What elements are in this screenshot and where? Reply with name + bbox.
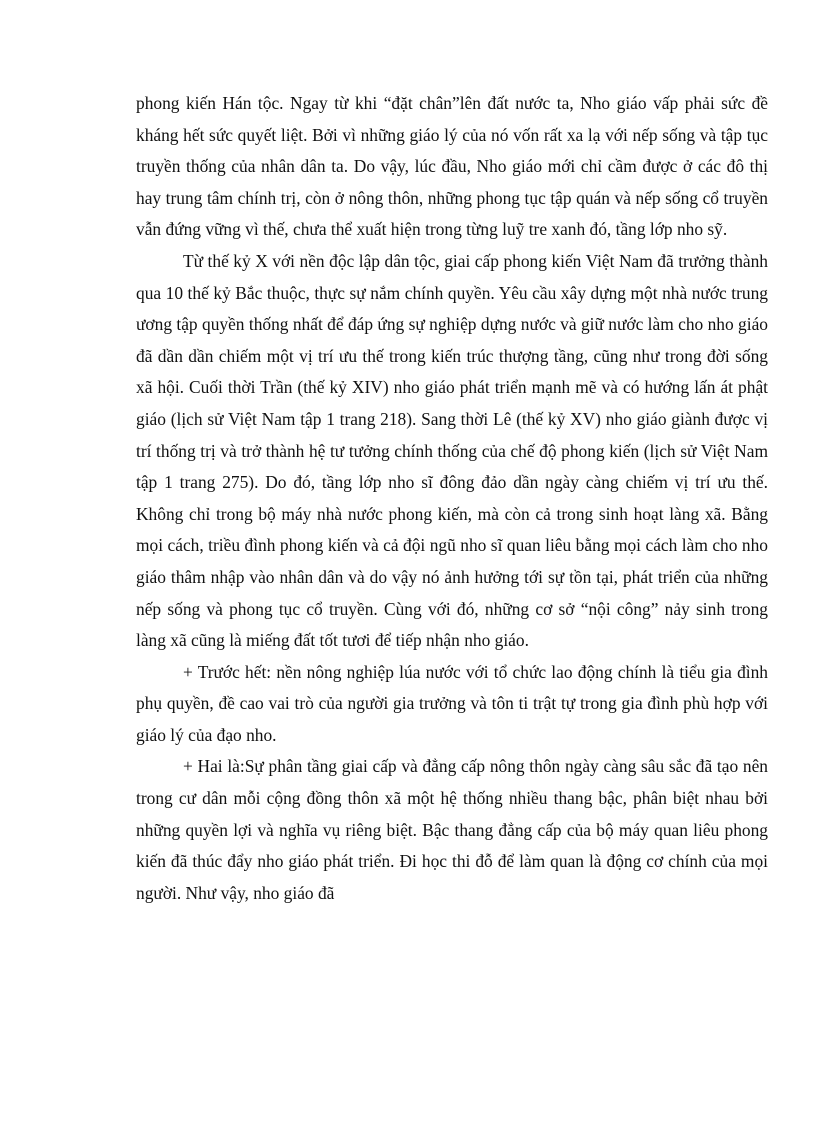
paragraph-3: + Trước hết: nền nông nghiệp lúa nước với tổ chức lao động chính là tiểu gia đình phụ quyền, đề cao vai trò của người gia trưởng và tôn ti trật tự trong gia đình phù hợp với giáo lý của đạo nho. <box>136 661 768 745</box>
paragraph-2: Từ thế kỷ X với nền độc lập dân tộc, giai cấp phong kiến Việt Nam đã trưởng thành qua 10 thế kỷ Bắc thuộc, thực sự nắm chính quyền. Yêu cầu xây dựng một nhà nước trung ương tập quyền thống nhất để đáp ứng sự nghiệp dựng nước và giữ nước làm cho nho giáo đã dần dần chiếm một vị trí ưu thế trong kiến trúc thượng tầng, cũng như trong đời sống xã hội. Cuối thời Trần (thế kỷ XIV) nho giáo phát triển mạnh mẽ và có hướng lấn át phật giáo (lịch sử Việt Nam tập 1 trang 218). Sang thời Lê (thế kỷ XV) nho giáo giành được vị trí thống trị và trở thành hệ tư tưởng chính thống của chế độ phong kiến (lịch sử Việt Nam tập 1 trang 275). Do đó, tầng lớp nho sĩ đông đảo dần ngày càng chiếm vị trí ưu thế. Không chỉ trong bộ máy nhà nước phong kiến, mà còn cả trong sinh hoạt làng xã. Bằng mọi cách, triều đình phong kiến và cả đội ngũ nho sĩ quan liêu bằng mọi cách làm cho nho giáo thâm nhập vào nhân dân và do vậy nó ảnh hưởng tới sự tồn tại, phát triển của những nếp sống và phong tục cổ truyền. Cùng với đó, những cơ sở “nội công” nảy sinh trong làng xã cũng là miếng đất tốt tươi để tiếp nhận nho giáo. <box>136 250 768 651</box>
document-page <box>136 88 768 909</box>
paragraph-4: + Hai là:Sự phân tầng giai cấp và đẳng cấp nông thôn ngày càng sâu sắc đã tạo nên trong cư dân mỗi cộng đồng thôn xã một hệ thống nhiều thang bậc, phân biệt nhau bởi những quyền lợi và nghĩa vụ riêng biệt. Bậc thang đẳng cấp của bộ máy quan liêu phong kiến đã thúc đẩy nho giáo phát triển. Đi học thi đỗ để làm quan là động cơ chính của mọi người. Như vậy, nho giáo đã <box>136 756 768 903</box>
paragraph-1: phong kiến Hán tộc. Ngay từ khi “đặt chân”lên đất nước ta, Nho giáo vấp phải sức đề kháng hết sức quyết liệt. Bởi vì những giáo lý của nó vốn rất xa lạ với nếp sống và tập tục truyền thống của nhân dân ta. Do vậy, lúc đầu, Nho giáo mới chỉ cầm được ở các đô thị hay trung tâm chính trị, còn ở nông thôn, những phong tục tập quán và nếp sống cổ truyền vẫn đứng vững vì thế, chưa thể xuất hiện trong từng luỹ tre xanh đó, tầng lớp nho sỹ. <box>136 93 768 240</box>
